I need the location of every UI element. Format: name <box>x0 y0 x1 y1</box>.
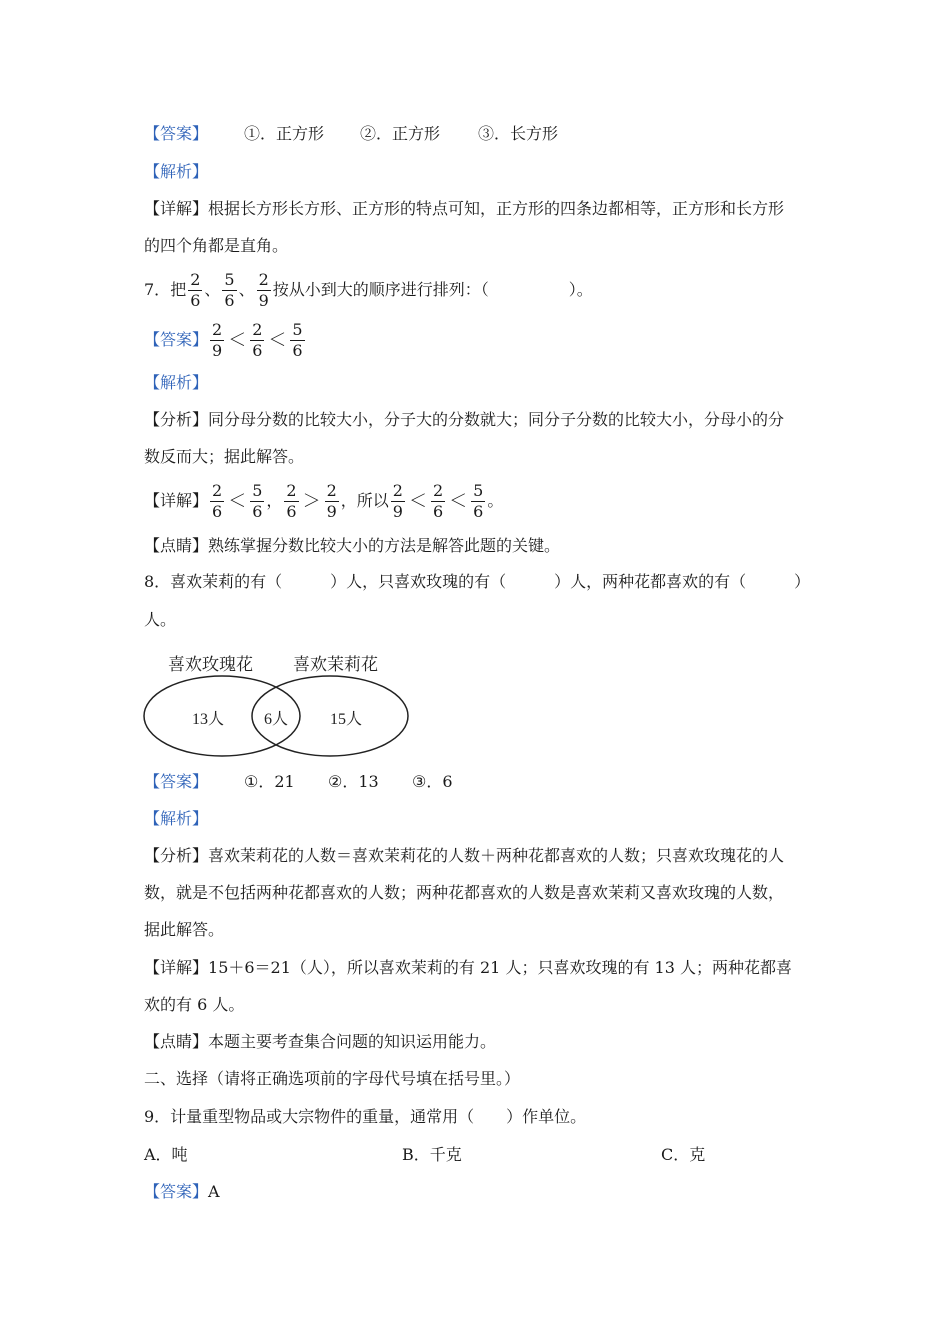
fenxi-tag: 【分析】 <box>144 410 209 429</box>
fraction <box>210 483 224 520</box>
detail-tag: 【详解】 <box>144 958 209 977</box>
denominator: 6 <box>286 502 297 521</box>
venn-right-value: 15人 <box>330 711 363 728</box>
numerator: 5 <box>224 270 235 289</box>
q8-detail-line-1 <box>144 958 792 978</box>
answer-tag: 【答案】 <box>144 772 209 791</box>
numerator: 5 <box>292 320 303 339</box>
venn-mid-value: 6人 <box>264 711 289 728</box>
numerator: 2 <box>286 481 297 500</box>
q8-detail-line-2: 欢的有 6 人。 <box>144 995 245 1014</box>
denominator: 6 <box>224 291 235 310</box>
q9-answer-line <box>144 1182 220 1202</box>
q7-prefix: 把 <box>170 280 187 299</box>
fraction <box>431 483 445 520</box>
fenxi-tag: 【分析】 <box>144 846 209 865</box>
fraction <box>257 272 271 309</box>
q9-option-b: B．千克 <box>402 1145 462 1164</box>
answer-value: A <box>208 1182 220 1201</box>
fraction <box>471 483 485 520</box>
q9-stem: 9．计量重型物品或大宗物件的重量，通常用（ ）作单位。 <box>144 1107 587 1126</box>
q8-fenxi-line-3: 据此解答。 <box>144 920 225 939</box>
q6-detail-line-1 <box>144 199 784 219</box>
q6-answer-3: ③．长方形 <box>478 124 559 143</box>
fraction <box>250 322 264 359</box>
q9-option-c: C．克 <box>661 1145 706 1164</box>
greater-than: ＞ <box>302 490 321 512</box>
less-than: ＜ <box>408 490 427 512</box>
separator: 、 <box>238 280 255 299</box>
q8-analysis-tag: 【解析】 <box>144 809 209 828</box>
comma: ， <box>266 491 283 510</box>
numerator: 2 <box>258 270 269 289</box>
denominator: 9 <box>212 341 223 360</box>
period: 。 <box>487 491 504 510</box>
numerator: 5 <box>473 481 484 500</box>
fraction <box>210 322 224 359</box>
q7-suffix: 按从小到大的顺序进行排列：（ ）。 <box>272 280 593 299</box>
dianjing-text: 熟练掌握分数比较大小的方法是解答此题的关键。 <box>208 536 561 555</box>
section-2-title: 二、选择（请将正确选项前的字母代号填在括号里。） <box>144 1069 521 1088</box>
dianjing-tag: 【点睛】 <box>144 536 209 555</box>
detail-tag: 【详解】 <box>144 491 209 510</box>
venn-circles <box>140 648 420 760</box>
q8-dianjing-line <box>144 1032 496 1052</box>
answer-tag: 【答案】 <box>144 124 209 143</box>
fraction <box>290 322 304 359</box>
dianjing-text: 本题主要考查集合问题的知识运用能力。 <box>208 1032 497 1051</box>
so-text: ，所以 <box>340 491 389 510</box>
detail-text: 15＋6＝21（人），所以喜欢茉莉的有 21 人；只喜欢玫瑰的有 13 人；两种花都喜 <box>208 958 792 977</box>
q6-answer-2: ②．正方形 <box>360 124 441 143</box>
denominator: 6 <box>212 502 223 521</box>
venn-right-title: 喜欢茉莉花 <box>293 655 378 675</box>
less-than: ＜ <box>449 490 468 512</box>
q8-stem-line-2: 人。 <box>144 610 177 629</box>
less-than: ＜ <box>228 329 247 351</box>
q7-number: 7． <box>144 280 171 299</box>
separator: 、 <box>204 280 221 299</box>
dianjing-tag: 【点睛】 <box>144 1032 209 1051</box>
denominator: 9 <box>392 502 403 521</box>
denominator: 6 <box>252 341 263 360</box>
fenxi-text: 喜欢茉莉花的人数＝喜欢茉莉花的人数＋两种花都喜欢的人数；只喜欢玫瑰花的人 <box>208 846 785 865</box>
denominator: 6 <box>292 341 303 360</box>
numerator: 5 <box>252 481 263 500</box>
answer-tag: 【答案】 <box>144 1182 209 1201</box>
fraction <box>250 483 264 520</box>
denominator: 6 <box>252 502 263 521</box>
less-than: ＜ <box>268 329 287 351</box>
fenxi-text: 同分母分数的比较大小，分子大的分数就大；同分子分数的比较大小，分母小的分 <box>208 410 785 429</box>
q9-option-a: A．吨 <box>144 1145 188 1164</box>
numerator: 2 <box>252 320 263 339</box>
q6-answer-line <box>144 124 208 144</box>
q7-dianjing-line <box>144 536 560 556</box>
venn-left-title: 喜欢玫瑰花 <box>168 655 253 675</box>
detail-tag: 【详解】 <box>144 199 209 218</box>
q8-answer-line <box>144 772 208 792</box>
q7-answer-line <box>144 320 307 361</box>
denominator: 6 <box>432 502 444 521</box>
q8-stem-line-1: 8．喜欢茉莉的有（ ）人，只喜欢玫瑰的有（ ）人，两种花都喜欢的有（ ） <box>144 572 811 591</box>
numerator: 2 <box>326 481 337 500</box>
q7-fenxi-line-1 <box>144 410 784 430</box>
q8-fenxi-line-1 <box>144 846 784 866</box>
denominator: 9 <box>258 291 269 310</box>
detail-text: 根据长方形长方形、正方形的特点可知，正方形的四条边都相等，正方形和长方形 <box>208 199 785 218</box>
denominator: 6 <box>473 502 484 521</box>
q6-analysis-tag: 【解析】 <box>144 162 209 181</box>
venn-left-value: 13人 <box>192 711 225 728</box>
denominator: 6 <box>190 291 201 310</box>
q7-detail-line <box>144 481 503 522</box>
q8-answer-3: ③．6 <box>412 772 453 791</box>
numerator: 2 <box>190 270 201 289</box>
q8-fenxi-line-2: 数，就是不包括两种花都喜欢的人数；两种花都喜欢的人数是喜欢茉莉又喜欢玫瑰的人数， <box>144 883 785 902</box>
numerator: 2 <box>212 320 223 339</box>
answer-tag: 【答案】 <box>144 330 209 349</box>
q7-stem <box>144 270 593 310</box>
denominator: 9 <box>326 502 337 521</box>
q6-answer-1: ①．正方形 <box>244 124 325 143</box>
fraction <box>284 483 298 520</box>
q8-answer-2: ②．13 <box>328 772 379 791</box>
fraction <box>391 483 405 520</box>
q8-answer-1: ①．21 <box>244 772 295 791</box>
q7-analysis-tag: 【解析】 <box>144 373 209 392</box>
venn-diagram <box>140 648 420 760</box>
fraction <box>325 483 339 520</box>
q7-fenxi-line-2: 数反而大；据此解答。 <box>144 447 305 466</box>
numerator: 2 <box>212 481 223 500</box>
numerator: 2 <box>392 481 403 500</box>
fraction <box>188 272 202 309</box>
numerator: 2 <box>432 481 444 500</box>
less-than: ＜ <box>228 490 247 512</box>
fraction <box>222 272 236 309</box>
q6-detail-line-2: 的四个角都是直角。 <box>144 236 289 255</box>
